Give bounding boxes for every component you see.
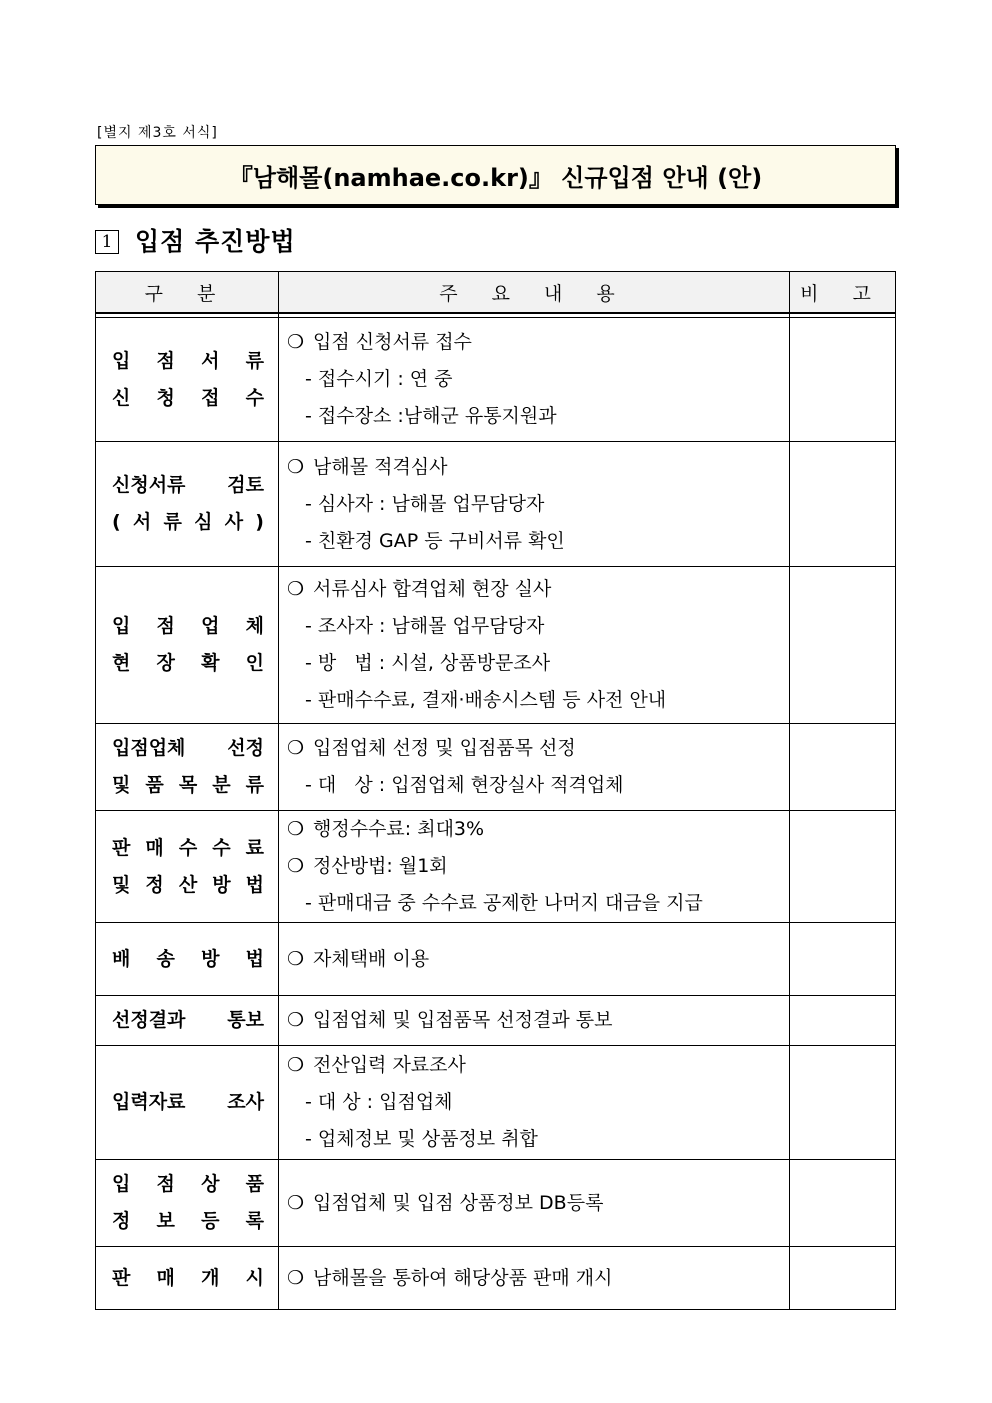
content-item: [287, 1002, 783, 1039]
category-line: 선정결과 통보: [112, 1009, 264, 1031]
circle-bullet-icon: ❍: [287, 855, 305, 877]
content-text: 서류심사 합격업체 현장 실사: [313, 578, 552, 600]
row-remark: [790, 442, 896, 567]
table-row: [96, 442, 896, 567]
content-item: [287, 811, 783, 848]
row-remark: [790, 811, 896, 923]
row-category: [96, 567, 279, 724]
category-line: 입 점 상 품: [112, 1173, 264, 1195]
content-text: 입점업체 및 입점품목 선정결과 통보: [313, 1009, 613, 1031]
content-text: - 심사자 : 남해몰 업무담당자: [305, 492, 545, 515]
content-subitem: [287, 361, 783, 398]
category-line: 입 점 업 체: [112, 615, 264, 637]
content-text: 입점업체 및 입점 상품정보 DB등록: [313, 1191, 604, 1214]
row-content: [279, 442, 790, 567]
table-row: [96, 567, 896, 724]
category-line: 및 정 산 방 법: [112, 873, 264, 896]
content-text: 전산입력 자료조사: [313, 1054, 466, 1076]
content-item: [287, 1047, 783, 1084]
content-text: - 접수장소 :남해군 유통지원과: [305, 405, 557, 427]
circle-bullet-icon: ❍: [287, 1191, 305, 1214]
section-number: 1: [95, 230, 119, 254]
category-line: 신 청 접 수: [112, 386, 264, 409]
content-item: [287, 449, 783, 486]
content-item: [287, 941, 783, 978]
category-line: 입점업체 선정: [112, 737, 264, 759]
row-remark: [790, 318, 896, 442]
content-subitem: [287, 1121, 783, 1158]
table-row: [96, 1160, 896, 1247]
row-content: [279, 724, 790, 811]
content-item: [287, 571, 783, 608]
content-text: - 업체정보 및 상품정보 취합: [305, 1128, 538, 1150]
content-subitem: [287, 682, 783, 719]
title-box: [95, 145, 896, 205]
category-line: 현 장 확 인: [112, 652, 264, 674]
content-item: [287, 1260, 783, 1297]
row-category: [96, 1046, 279, 1160]
content-text: - 판매대금 중 수수료 공제한 나머지 대금을 지급: [305, 892, 703, 914]
circle-bullet-icon: ❍: [287, 331, 305, 353]
row-category: [96, 996, 279, 1046]
row-remark: [790, 1160, 896, 1247]
table-row: [96, 811, 896, 923]
row-category: [96, 811, 279, 923]
content-text: 남해몰 적격심사: [313, 455, 448, 478]
content-text: 남해몰을 통하여 해당상품 판매 개시: [313, 1266, 613, 1289]
content-text: - 방 법 : 시설, 상품방문조사: [305, 652, 551, 674]
row-remark: [790, 1046, 896, 1160]
header-remark: 비 고: [790, 272, 896, 314]
row-remark: [790, 567, 896, 724]
content-item: [287, 730, 783, 767]
row-remark: [790, 1247, 896, 1310]
circle-bullet-icon: ❍: [287, 737, 305, 759]
content-text: 행정수수료: 최대3%: [313, 818, 485, 840]
content-item: [287, 324, 783, 361]
circle-bullet-icon: ❍: [287, 1009, 305, 1031]
category-line: 및 품 목 분 류: [112, 774, 264, 796]
table-row: [96, 1046, 896, 1160]
content-subitem: [287, 398, 783, 435]
content-subitem: [287, 608, 783, 645]
category-line: 판 매 개 시: [112, 1266, 264, 1289]
content-text: - 대 상 : 입점업체: [305, 1091, 453, 1113]
content-subitem: [287, 767, 783, 804]
header-content: 주 요 내 용: [279, 272, 790, 314]
row-content: [279, 923, 790, 996]
category-line: 배 송 방 법: [112, 947, 264, 970]
circle-bullet-icon: ❍: [287, 455, 305, 478]
content-text: - 조사자 : 남해몰 업무담당자: [305, 615, 545, 637]
category-line: 입 점 서 류: [112, 349, 264, 372]
row-category: [96, 318, 279, 442]
content-text: 정산방법: 월1회: [313, 855, 448, 877]
row-content: [279, 318, 790, 442]
row-content: [279, 1046, 790, 1160]
category-line: ( 서 류 심 사 ): [112, 511, 264, 533]
row-category: [96, 724, 279, 811]
header-category: 구 분: [96, 272, 279, 314]
document-title: 『남해몰(namhae.co.kr)』 신규입점 안내 (안): [228, 163, 763, 192]
row-category: [96, 1160, 279, 1247]
row-content: [279, 567, 790, 724]
table-row: [96, 923, 896, 996]
form-label: [별지 제3호 서식]: [97, 125, 218, 141]
row-category: [96, 1247, 279, 1310]
content-subitem: [287, 1084, 783, 1121]
content-subitem: [287, 645, 783, 682]
table-row: [96, 318, 896, 442]
content-text: - 판매수수료, 결재·배송시스템 등 사전 안내: [305, 689, 667, 711]
content-item: [287, 848, 783, 885]
row-remark: [790, 996, 896, 1046]
category-line: 정 보 등 록: [112, 1210, 264, 1232]
row-remark: [790, 724, 896, 811]
category-line: 입력자료 조사: [112, 1091, 264, 1113]
category-line: 신청서류 검토: [112, 474, 264, 496]
row-category: [96, 442, 279, 567]
content-text: - 대 상 : 입점업체 현장실사 적격업체: [305, 774, 624, 796]
table-row: [96, 1247, 896, 1310]
content-text: 입점 신청서류 접수: [313, 331, 472, 353]
content-text: - 접수시기 : 연 중: [305, 368, 453, 390]
section-heading: [95, 222, 296, 258]
category-line: 판 매 수 수 료: [112, 836, 264, 859]
content-subitem: [287, 486, 783, 523]
table-row: [96, 724, 896, 811]
content-text: - 친환경 GAP 등 구비서류 확인: [305, 529, 565, 552]
table-header-row: [96, 272, 896, 314]
procedure-table: [95, 271, 896, 1310]
circle-bullet-icon: ❍: [287, 1054, 305, 1076]
circle-bullet-icon: ❍: [287, 947, 305, 970]
content-item: [287, 1185, 783, 1222]
row-content: [279, 1247, 790, 1310]
content-subitem: [287, 885, 783, 922]
row-remark: [790, 923, 896, 996]
circle-bullet-icon: ❍: [287, 818, 305, 840]
row-content: [279, 811, 790, 923]
content-text: 입점업체 선정 및 입점품목 선정: [313, 737, 576, 759]
row-content: [279, 996, 790, 1046]
table-body: [96, 318, 896, 1310]
row-content: [279, 1160, 790, 1247]
circle-bullet-icon: ❍: [287, 578, 305, 600]
table-row: [96, 996, 896, 1046]
circle-bullet-icon: ❍: [287, 1266, 305, 1289]
row-category: [96, 923, 279, 996]
content-subitem: [287, 523, 783, 560]
section-title: 입점 추진방법: [135, 227, 296, 256]
content-text: 자체택배 이용: [313, 947, 430, 970]
